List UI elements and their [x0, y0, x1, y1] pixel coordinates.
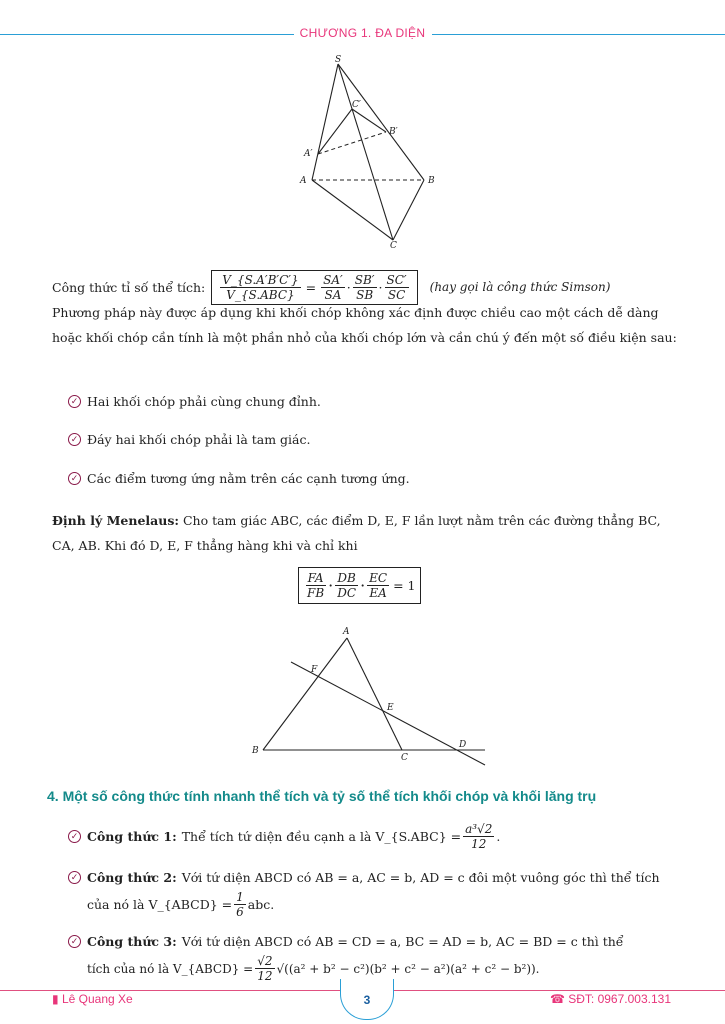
- label-E: E: [387, 703, 394, 713]
- label-A: A: [300, 176, 307, 186]
- label-F: F: [311, 665, 318, 675]
- simson-lead: Công thức tỉ số thể tích:: [52, 279, 206, 295]
- edge-C1B1: [352, 109, 386, 132]
- menelaus-theorem: [52, 508, 684, 558]
- check-circle-icon: ✓: [68, 433, 81, 446]
- frac-SB: $\frac{SB'}{SB}$: [354, 272, 375, 302]
- page-number: 3: [340, 979, 394, 1020]
- condition-item: ✓ Hai khối chóp phải cùng chung đỉnh.: [68, 390, 686, 414]
- check-circle-icon: ✓: [68, 472, 81, 485]
- edge-AC: [312, 180, 393, 240]
- footer-phone: ☎ SĐT: 0967.003.131: [549, 992, 671, 1006]
- menelaus-figure: [245, 620, 495, 770]
- frac-volume: $\frac{V\_\{S.A'B'C'\}}{\text{V\_\{S.ABC\}}}$: [222, 272, 299, 302]
- simson-formula-line: [52, 270, 684, 304]
- paragraph-method: Phương pháp này được áp dụng khi khối chóp không xác định được chiều cao một cách dễ dàng hoặc khối chóp cần tính là một phần nhỏ của khối chóp lớn và cần chú ý đến một số điều kiện sau:: [52, 305, 677, 345]
- label-D: D: [459, 740, 467, 750]
- frac-SA: $\frac{SA'}{SA}$: [323, 272, 343, 302]
- label-B: B: [428, 176, 435, 186]
- edge-AB: [263, 638, 347, 750]
- document-icon: ▮: [52, 992, 59, 1006]
- label-B1: B′: [389, 127, 398, 137]
- edge-A1B1-hidden: [318, 132, 386, 154]
- condition-item: ✓ Đáy hai khối chóp phải là tam giác.: [68, 428, 686, 452]
- section-title: 4. Một số công thức tính nhanh thể tích và tỷ số thể tích khối chóp và khối lăng trụ: [47, 788, 597, 804]
- edge-SB: [338, 64, 424, 180]
- edge-SC: [338, 64, 393, 240]
- check-circle-icon: ✓: [68, 395, 81, 408]
- condition-item: ✓ Các điểm tương ứng nằm trên các cạnh tương ứng.: [68, 467, 686, 491]
- frac-DB-DC: $\frac{DB}{DC}$: [337, 571, 357, 600]
- label-C1: C′: [352, 100, 361, 110]
- formula-item-3: ✓ Công thức 3: Với tứ diện ABCD có AB = CD = a, BC = AD = b, AC = BD = c thì thể tích của nó là V_{ABCD} = $\frac{√2}{12}$ √((a² + b² − c²)(b² + c² − a²)(a² + c² − b²)).: [68, 930, 686, 983]
- check-circle-icon: ✓: [68, 830, 81, 843]
- frac-EC-EA: $\frac{EC}{EA}$: [369, 571, 388, 600]
- menelaus-formula: $\frac{FA}{FB}$ · $\frac{DB}{DC}$ · $\frac{EC}{EA}$ = 1: [298, 567, 421, 604]
- frac-SC: $\frac{SC'}{SC}$: [386, 272, 407, 302]
- frac-FA-FB: $\frac{FA}{FB}$: [307, 571, 325, 600]
- simson-box: $\frac{V\_\{S.A'B'C'\}}{\text{V\_\{S.ABC\}}}$ = $\frac{SA'}{SA}$ · $\frac{SB'}{SB}$ · $\frac{SC'}{SC}$: [211, 270, 417, 305]
- footer-author: ▮ Lê Quang Xe: [52, 992, 133, 1006]
- formula-item-1: ✓ Công thức 1: Thể tích tứ diện đều cạnh a là V_{S.ABC} = $\frac{\text{a³√2}}{12}$ .: [68, 822, 686, 851]
- check-circle-icon: ✓: [68, 871, 81, 884]
- edge-AC: [347, 638, 402, 750]
- pyramid-figure: [290, 52, 450, 252]
- edge-BC: [393, 180, 424, 240]
- label-C: C: [401, 753, 408, 763]
- chapter-title: CHƯƠNG 1. ĐA DIỆN: [0, 26, 725, 40]
- edge-SA: [312, 64, 338, 180]
- check-circle-icon: ✓: [68, 935, 81, 948]
- phone-icon: ☎: [549, 992, 565, 1006]
- label-C: C: [390, 241, 397, 251]
- formula-item-2: ✓ Công thức 2: Với tứ diện ABCD có AB = a, AC = b, AD = c đôi một vuông góc thì thể tích của nó là V_{ABCD} = $\frac{1}{6}$ abc.: [68, 866, 686, 919]
- label-A1: A′: [304, 149, 313, 159]
- label-A: A: [343, 627, 350, 637]
- label-S: S: [335, 55, 342, 65]
- simson-note: (hay gọi là công thức Simson): [429, 280, 611, 294]
- label-B: B: [252, 746, 259, 756]
- menelaus-title: Định lý Menelaus:: [52, 513, 179, 528]
- menelaus-text: Cho tam giác ABC, các điểm D, E, F lần lượt nằm trên các đường thẳng BC, CA, AB. Khi đó D, E, F thẳng hàng khi và chỉ khi: [52, 513, 661, 553]
